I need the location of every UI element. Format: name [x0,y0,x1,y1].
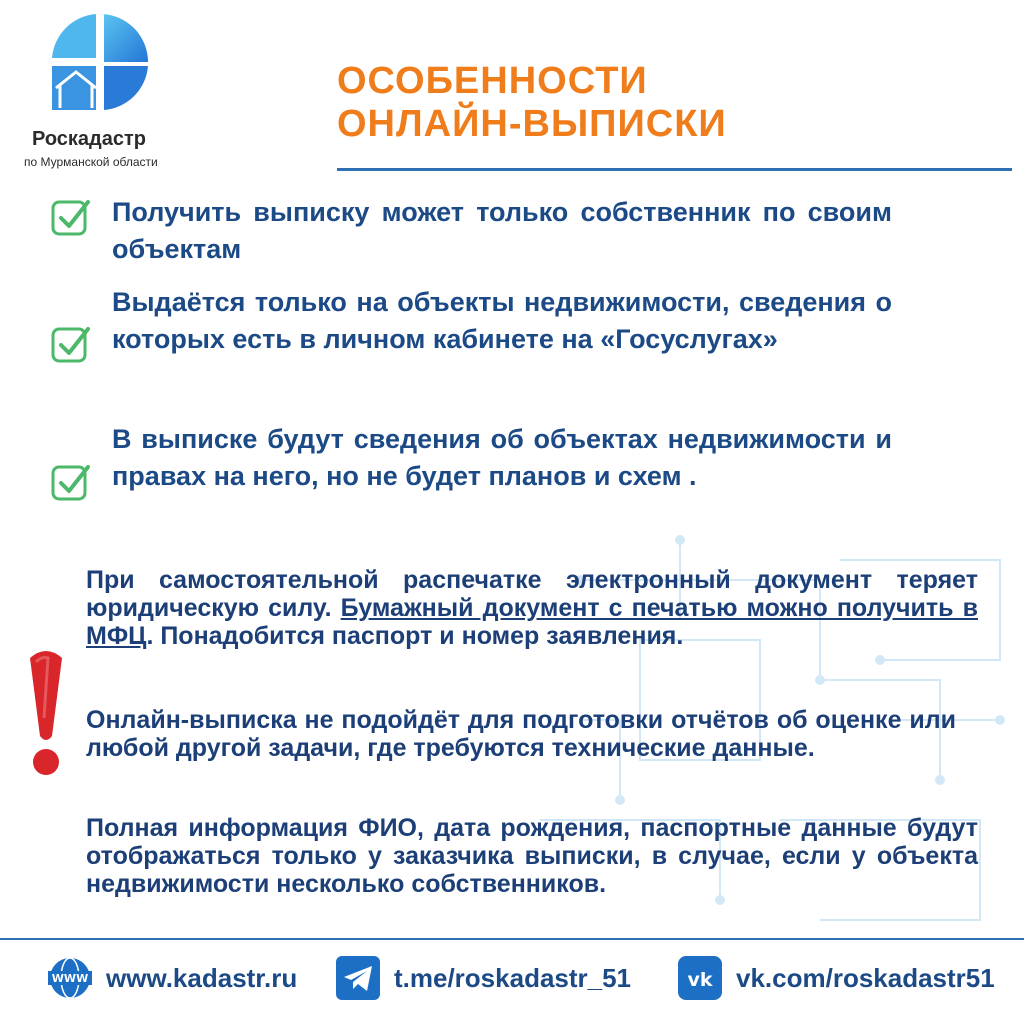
title-line-1: ОСОБЕННОСТИ [337,60,648,102]
footer-website-link[interactable] [48,956,297,1000]
logo-subtitle: по Мурманской области [24,155,158,169]
warning-underlined-text: Бумажный документ с печатью можно получить в МФЦ [86,594,978,650]
footer-vk-label: vk.com/roskadastr51 [736,962,995,993]
footer-divider [0,938,1024,940]
checklist-item-2: Выдаётся только на объекты недвижимости, сведения о которых есть в личном кабинете на «Госуслугах» [112,287,892,354]
logo-name: Роскадастр [32,128,147,150]
checkbox-checked-icon [50,323,92,365]
warning-paragraph-3: Полная информация ФИО, дата рождения, паспортные данные будут отображаться только у заказчика выписки, в случае, если у объекта недвижимости несколько собственников. [86,814,978,898]
www-icon [48,956,92,1000]
svg-text:WWW: WWW [51,972,89,985]
title-divider [337,168,1012,171]
checkbox-checked-icon [50,461,92,503]
warning-text: При самостоятельной распечатке электронный документ теряет юридическую силу. [86,566,978,622]
exclamation-icon [24,648,68,778]
vk-icon [678,956,722,1000]
warning-paragraph-2: Онлайн-выписка не подойдёт для подготовки отчётов об оценке или любой другой задачи, где требуются технические данные. [86,706,956,762]
checkbox-checked-icon [50,196,92,238]
svg-text:vk: vk [687,969,713,991]
logo [24,10,194,170]
footer-telegram-link[interactable] [336,956,631,1000]
roskadastr-logo-icon [48,10,152,114]
footer-telegram-label: t.me/roskadastr_51 [394,962,632,993]
footer-website-label: www.kadastr.ru [106,962,298,993]
telegram-icon [336,956,380,1000]
checklist-item-3: В выписке будут сведения об объектах недвижимости и правах на него, но не будет планов и схем . [112,424,892,491]
footer-vk-link[interactable] [678,956,995,1000]
page-title [337,60,727,146]
warning-paragraph-1 [86,566,978,650]
warning-text-end: . Понадобится паспорт и номер заявления. [146,622,684,650]
title-line-2: ОНЛАЙН-ВЫПИСКИ [337,103,727,145]
checklist-item-1: Получить выписку может только собственник по своим объектам [112,197,892,264]
